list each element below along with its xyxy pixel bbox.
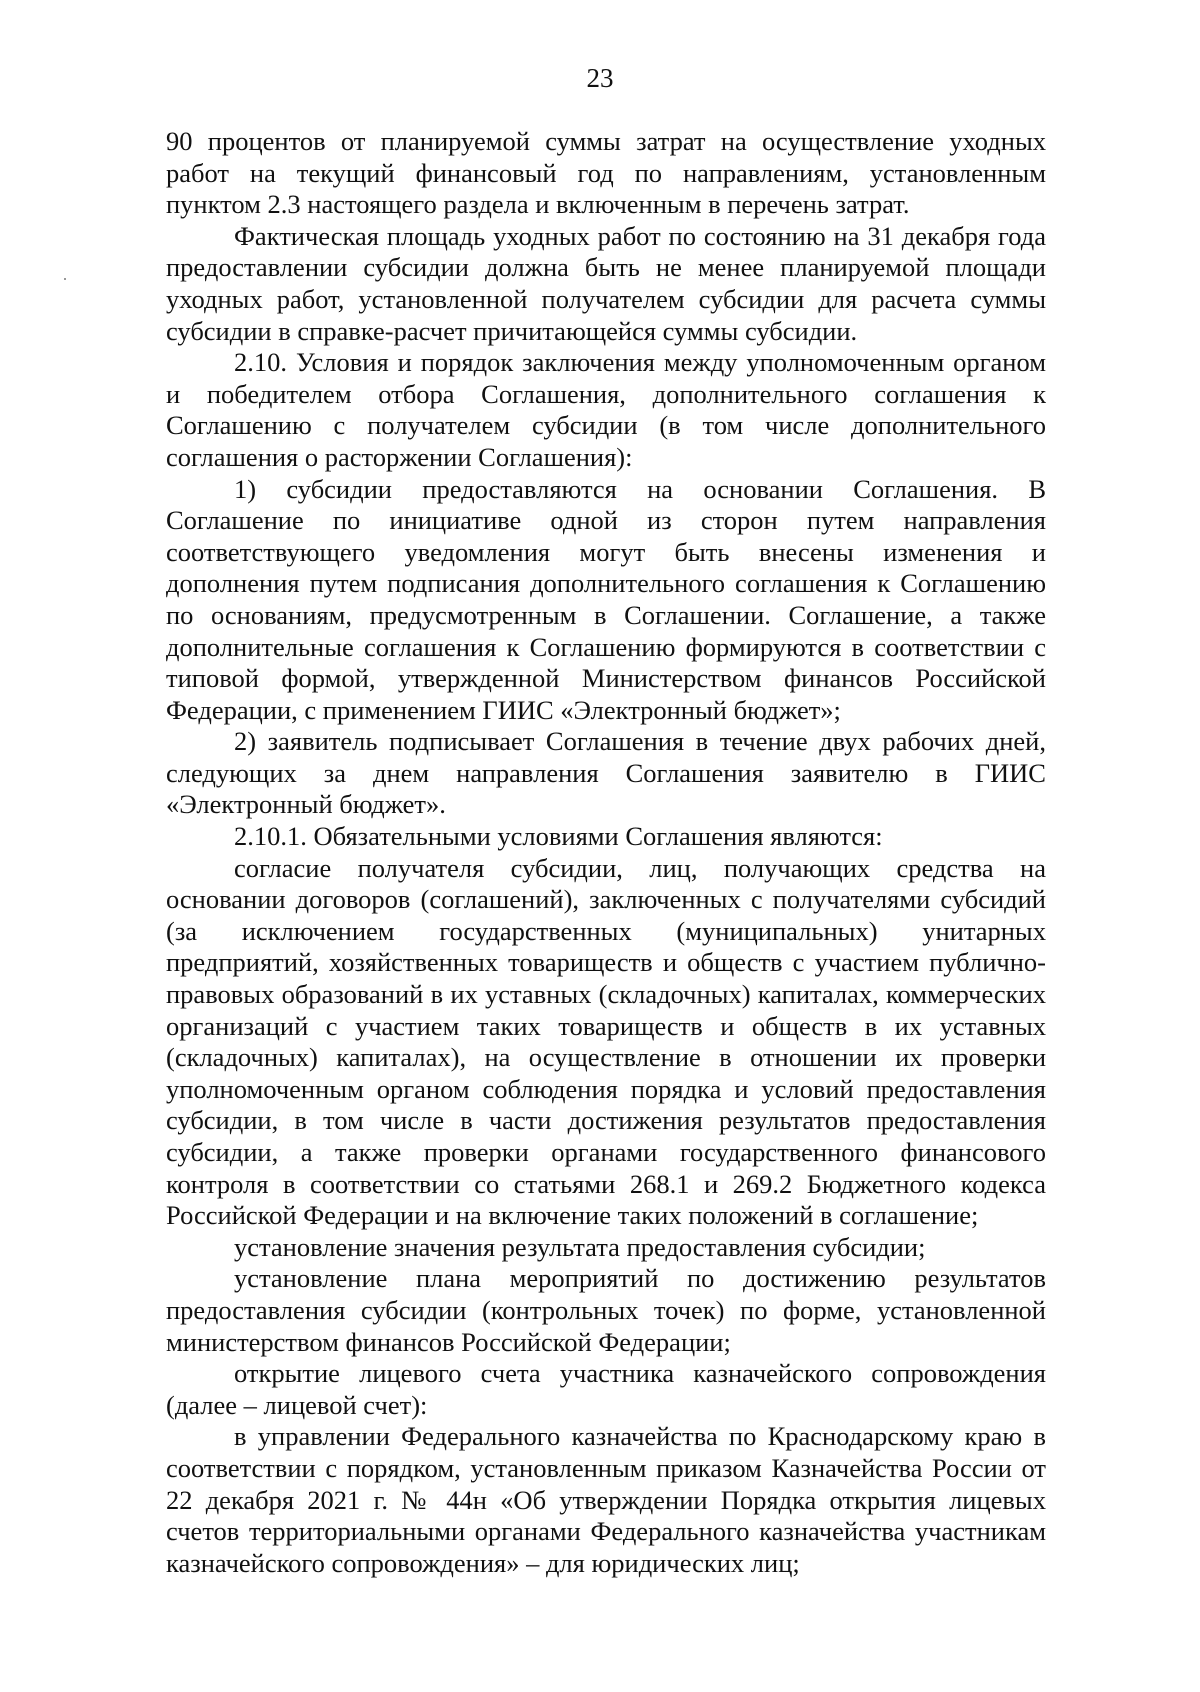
paragraph-treasury-department: в управлении Федерального казначейства по Краснодарскому краю в соответствии с порядком, установленным приказом Казначейства России от 22 декабря 2021 г. № 44н «Об утверждении Порядка открытия лицевых счетов территориальными органами Федерального казначейства участникам казначейского сопровождения» – для юридических лиц; bbox=[166, 1421, 1046, 1578]
paragraph-action-plan: установление плана мероприятий по достижению результатов предоставления субсидии (контрольных точек) по форме, установленной министерством финансов Российской Федерации; bbox=[166, 1263, 1046, 1357]
paragraph-item-2: 2) заявитель подписывает Соглашения в течение двух рабочих дней, следующих за днем направления Соглашения заявителю в ГИИС «Электронный бюджет». bbox=[166, 726, 1046, 820]
paragraph-actual-area: Фактическая площадь уходных работ по состоянию на 31 декабря года предоставлении субсидии должна быть не менее планируемой площади уходных работ, установленной получателем субсидии для расчета суммы субсидии в справке-расчет причитающейся суммы субсидии. bbox=[166, 220, 1046, 346]
document-body bbox=[166, 126, 1046, 1579]
paragraph-consent-condition: согласие получателя субсидии, лиц, получающих средства на основании договоров (соглашений), заключенных с получателями субсидий (за исключением государственных (муниципальных) унитарных предприятий, хозяйственных товариществ и обществ с участием публично-правовых образований в их уставных (складочных) капиталах, коммерческих организаций с участием таких товариществ и обществ в их уставных (складочных) капиталах), на осуществление в отношении их проверки уполномоченным органом соблюдения порядка и условий предоставления субсидии, в том числе в части достижения результатов предоставления субсидии, а также проверки органами государственного финансового контроля в соответствии со статьями 268.1 и 269.2 Бюджетного кодекса Российской Федерации и на включение таких положений в соглашение; bbox=[166, 852, 1046, 1231]
scan-artifact-dot bbox=[64, 278, 66, 280]
page-number: 23 bbox=[586, 63, 614, 93]
paragraph-continuation: 90 процентов от планируемой суммы затрат на осуществление уходных работ на текущий финансовый год по направлениям, установленным пунктом 2.3 настоящего раздела и включенным в перечень затрат. bbox=[166, 126, 1046, 220]
paragraph-account-opening: открытие лицевого счета участника казначейского сопровождения (далее – лицевой счет): bbox=[166, 1358, 1046, 1420]
paragraph-result-value: установление значения результата предоставления субсидии; bbox=[234, 1231, 926, 1262]
paragraph-section-2-10: 2.10. Условия и порядок заключения между уполномоченным органом и победителем отбора Соглашения, дополнительного соглашения к Соглашению с получателем субсидии (в том числе дополнительного соглашения о расторжении Соглашения): bbox=[166, 347, 1046, 472]
paragraph-section-2-10-1: 2.10.1. Обязательными условиями Соглашения являются: bbox=[234, 821, 883, 852]
paragraph-item-1: 1) субсидии предоставляются на основании Соглашения. В Соглашение по инициативе одной из сторон путем направления соответствующего уведомления могут быть внесены изменения и дополнения путем подписания дополнительного соглашения к Соглашению по основаниям, предусмотренным в Соглашении. Соглашение, а также дополнительные соглашения к Соглашению формируются в соответствии с типовой формой, утвержденной Министерством финансов Российской Федерации, с применением ГИИС «Электронный бюджет»; bbox=[166, 473, 1046, 725]
